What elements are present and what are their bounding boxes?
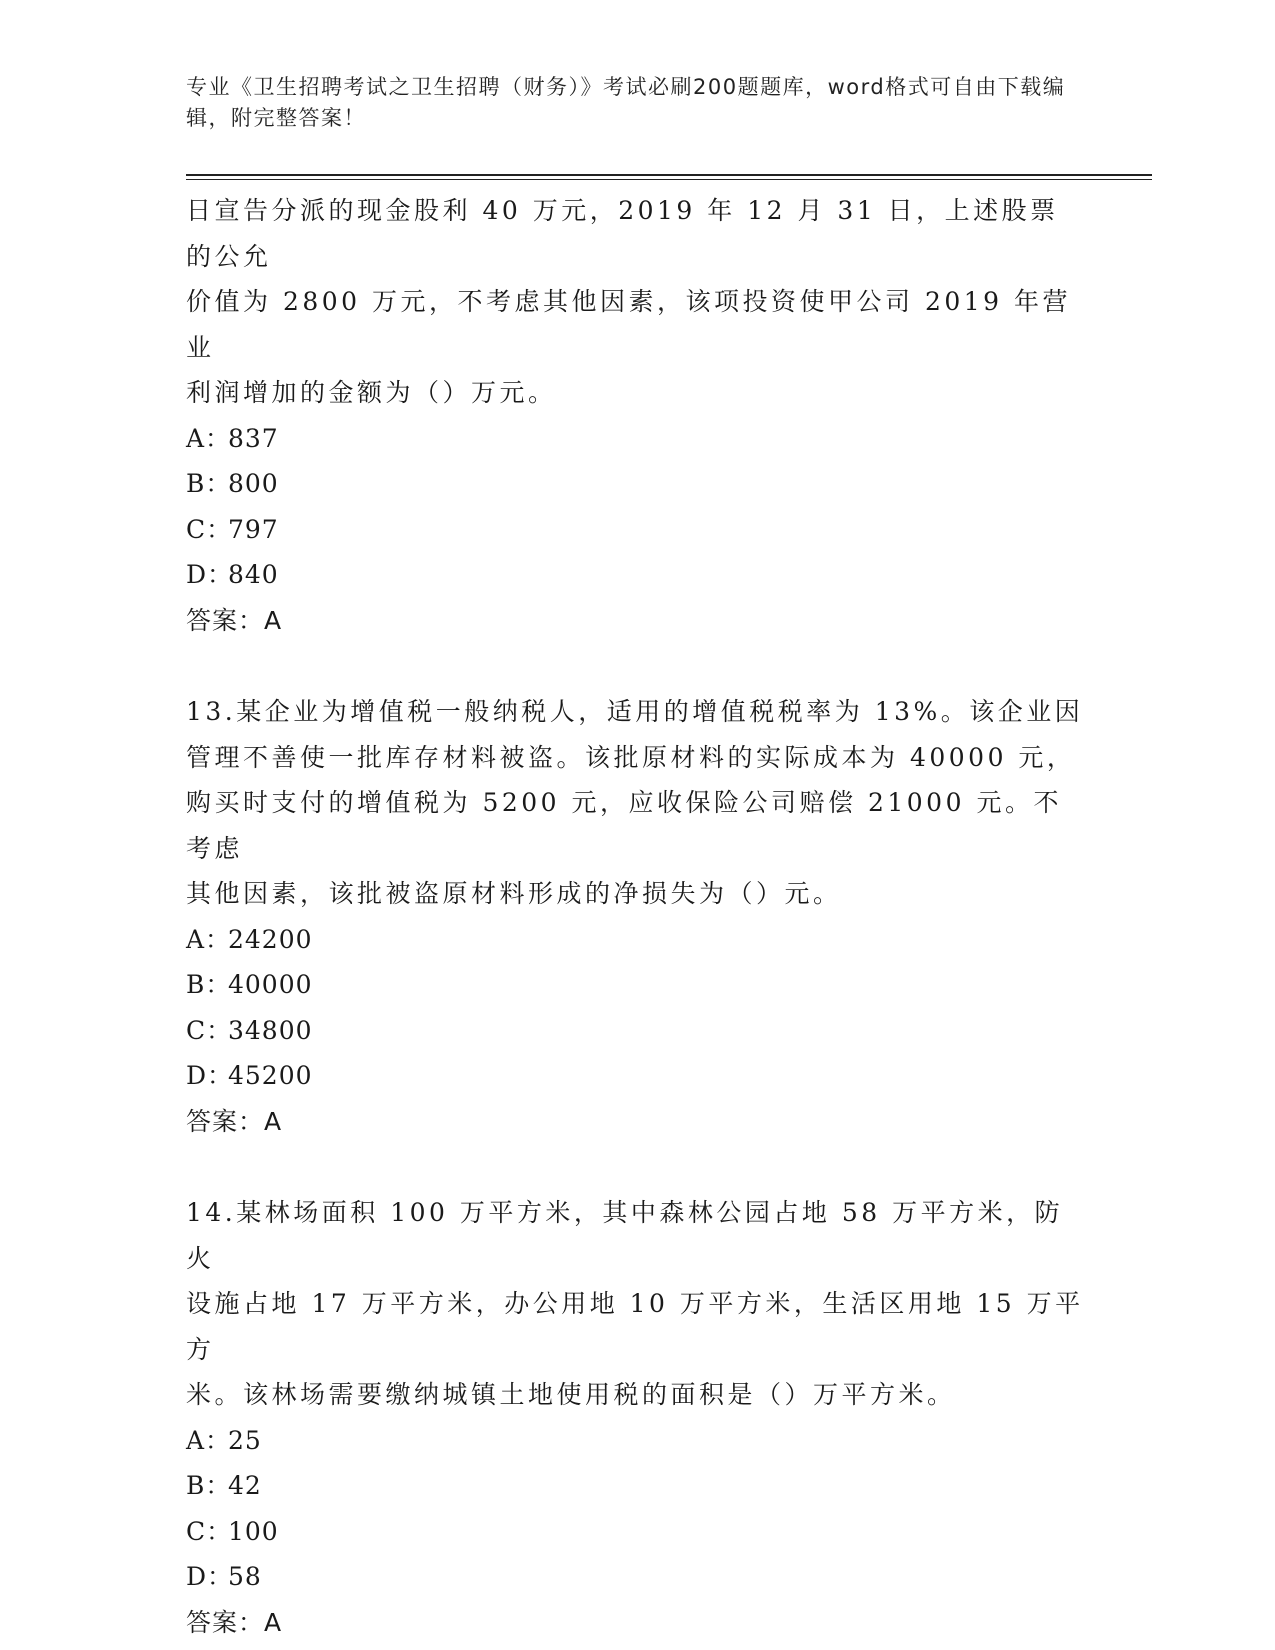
option-key: D： (186, 560, 234, 589)
option-d (186, 552, 1086, 598)
option-b (186, 962, 1086, 1008)
option-key: B： (186, 970, 232, 999)
document-header: 专业《卫生招聘考试之卫生招聘（财务）》考试必刷200题题库，word格式可自由下载编辑，附完整答案！ (186, 75, 1066, 130)
option-value: 100 (228, 1516, 279, 1546)
question-content (186, 188, 1086, 1645)
option-value: 25 (228, 1425, 262, 1455)
option-key: A： (186, 1425, 232, 1455)
option-c (186, 1509, 1086, 1555)
option-d (186, 1053, 1086, 1099)
option-value: 45200 (228, 1061, 313, 1090)
answer-line: 答案：A (186, 1106, 283, 1136)
option-key: D： (186, 1562, 234, 1591)
question-line: 利润增加的金额为（）万元。 (186, 378, 557, 407)
option-value: 40000 (228, 970, 313, 999)
question-line: 其他因素，该批被盗原材料形成的净损失为（）元。 (186, 879, 842, 908)
option-key: A： (186, 423, 232, 453)
option-value: 42 (228, 1471, 262, 1500)
question-line: 管理不善使一批库存材料被盗。该批原材料的实际成本为 40000 元， (186, 742, 1076, 772)
question-line: 价值为 2800 万元，不考虑其他因素，该项投资使甲公司 2019 年营业 (186, 287, 1072, 362)
continued-question (186, 188, 1086, 643)
option-value: 797 (228, 514, 279, 544)
option-key: A： (186, 924, 232, 954)
option-b (186, 461, 1086, 507)
option-c (186, 507, 1086, 553)
option-key: D： (186, 1061, 234, 1090)
question-line: 日宣告分派的现金股利 40 万元，2019 年 12 月 31 日，上述股票的公允 (186, 196, 1059, 271)
option-a (186, 917, 1086, 963)
option-value: 34800 (228, 1015, 313, 1045)
option-key: B： (186, 1471, 232, 1500)
answer-line: 答案：A (186, 1607, 283, 1637)
header-rule-thick (186, 174, 1152, 176)
option-value: 800 (228, 469, 279, 498)
question-line: 14.某林场面积 100 万平方米，其中森林公园占地 58 万平方米，防火 (186, 1198, 1064, 1273)
question-line: 购买时支付的增值税为 5200 元，应收保险公司赔偿 21000 元。不考虑 (186, 788, 1062, 863)
option-key: B： (186, 469, 232, 498)
option-key: C： (186, 1516, 233, 1546)
question-line: 13.某企业为增值税一般纳税人，适用的增值税税率为 13%。该企业因 (186, 697, 1084, 726)
question-line: 设施占地 17 万平方米，办公用地 10 万平方米，生活区用地 15 万平方 (186, 1289, 1084, 1364)
question-13 (186, 689, 1086, 1144)
answer-line: 答案：A (186, 605, 283, 635)
option-key: C： (186, 1015, 233, 1045)
option-a (186, 1418, 1086, 1464)
option-a (186, 416, 1086, 462)
option-value: 24200 (228, 924, 313, 954)
header-rule-thin (186, 179, 1152, 180)
option-value: 58 (228, 1562, 262, 1591)
question-line: 米。该林场需要缴纳城镇土地使用税的面积是（）万平方米。 (186, 1380, 956, 1409)
option-d (186, 1554, 1086, 1600)
question-14 (186, 1190, 1086, 1645)
option-value: 840 (228, 560, 279, 589)
option-value: 837 (228, 423, 279, 453)
option-key: C： (186, 514, 233, 544)
option-b (186, 1463, 1086, 1509)
option-c (186, 1008, 1086, 1054)
